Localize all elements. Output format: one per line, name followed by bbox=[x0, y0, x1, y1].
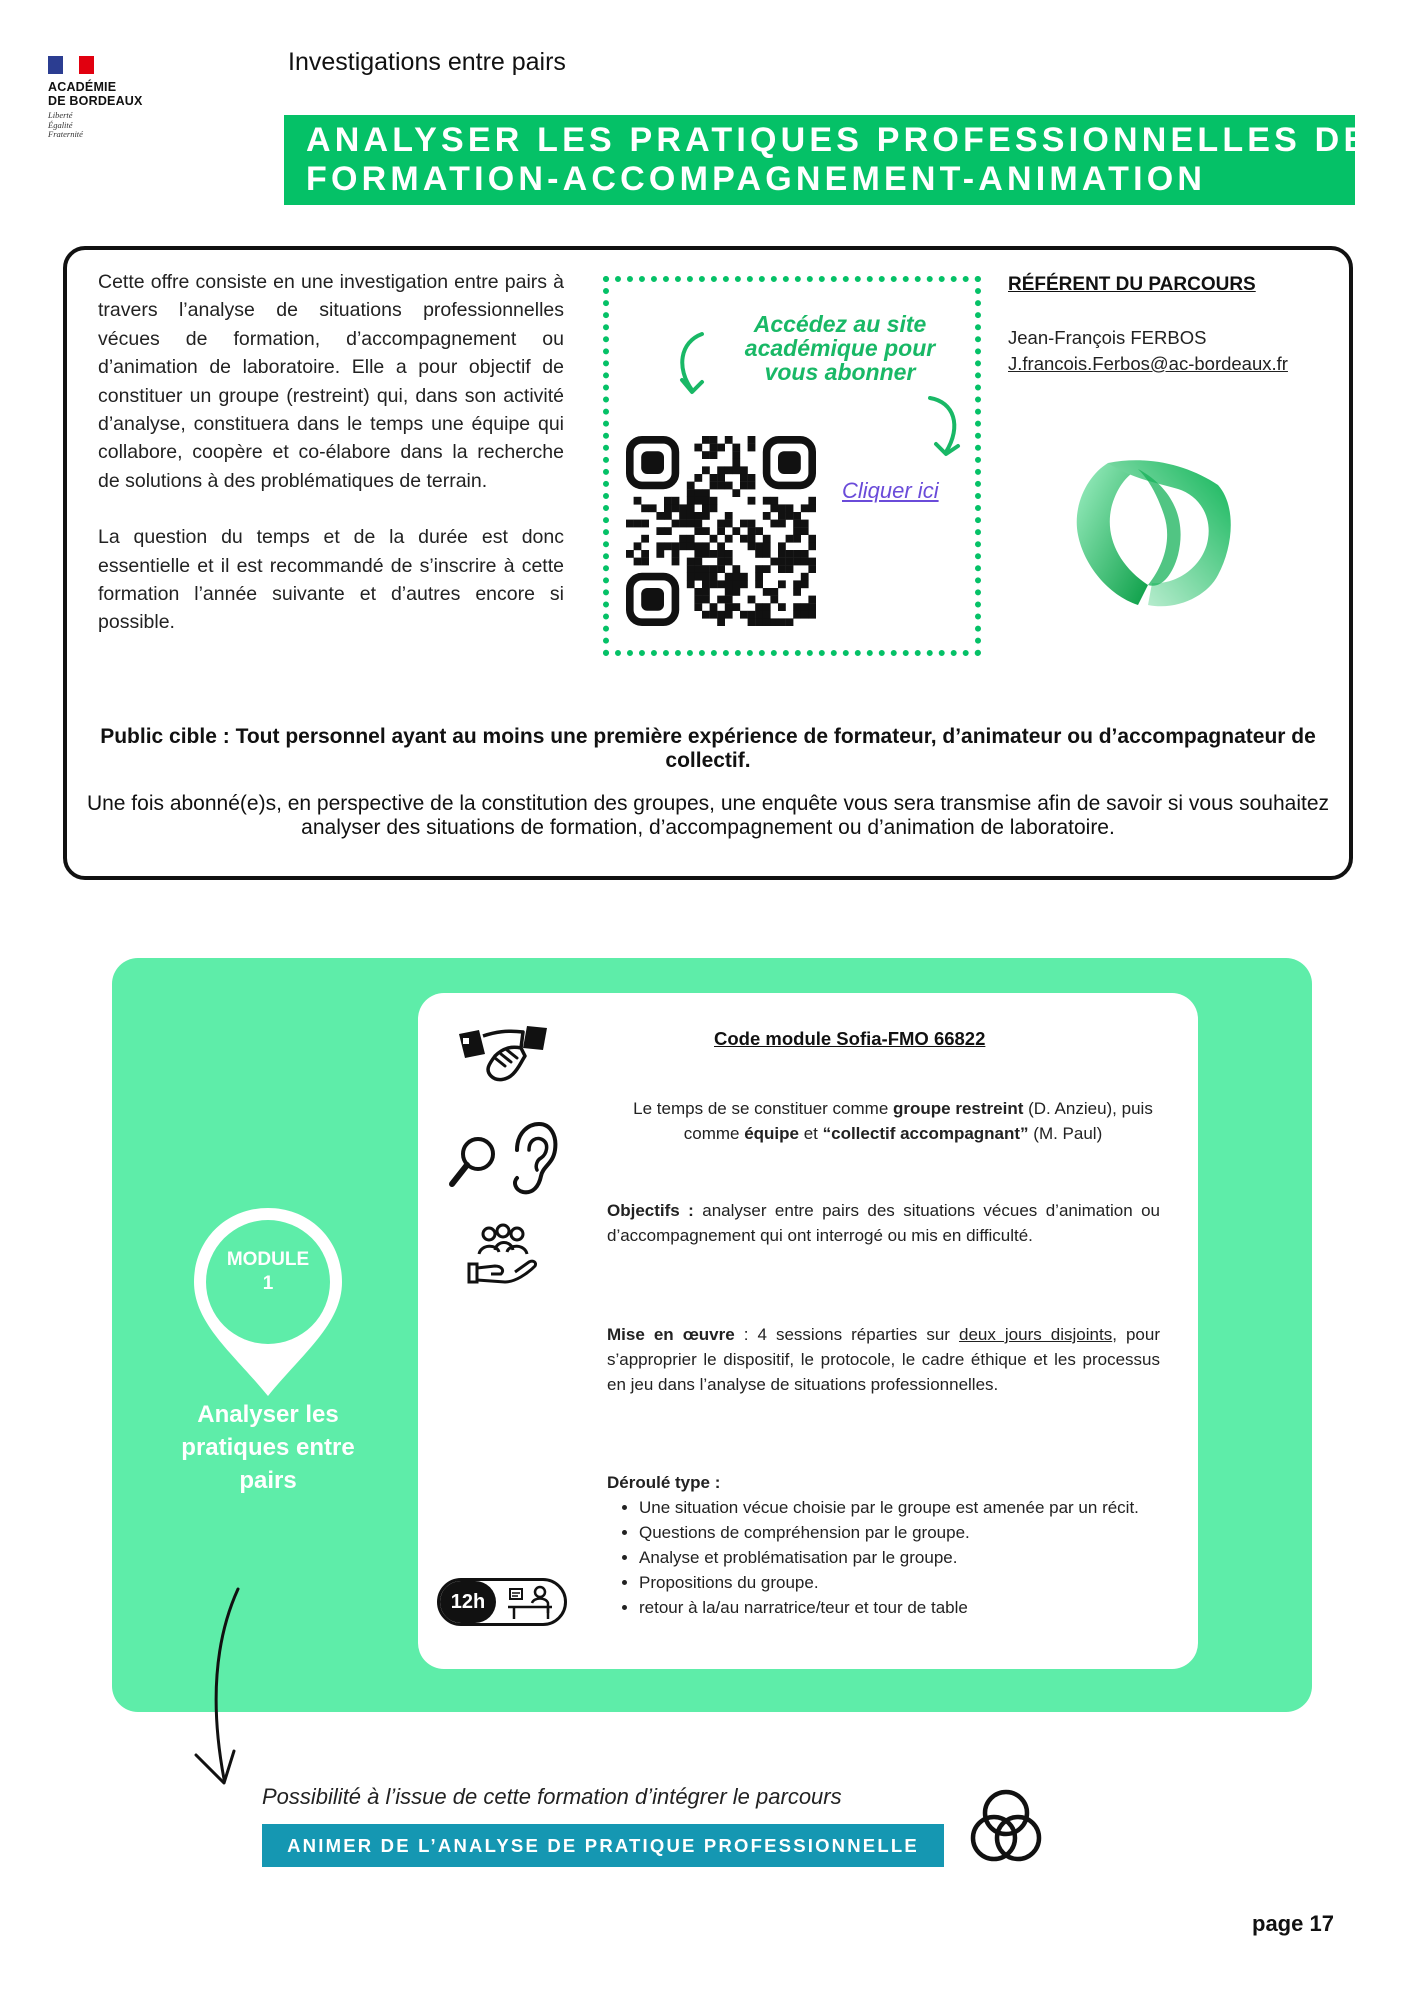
lead-text: (D. Anzieu), puis comme bbox=[683, 1099, 1153, 1143]
motto-liberte: Liberté bbox=[48, 110, 73, 120]
intro-paragraph-1: Cette offre consiste en une investigation entre pairs à travers l’analyse de situations professionnelles vécues de formation, d’accompagnement ou d’animation de laboratoire. Elle a pour objectif de constituer un groupe (restreint) qui, dans son activité d’analyse, constituera dans le temps une équipe qui collabore, coopère et co-élabore dans la recherche de solutions à des problématiques de terrain. bbox=[98, 271, 564, 492]
lead-text: Le temps de se constituer comme bbox=[633, 1099, 894, 1118]
module-badge-number: 1 bbox=[262, 1273, 274, 1294]
motto-fraternite: Fraternité bbox=[48, 129, 83, 139]
intro-text bbox=[98, 268, 564, 665]
ear-icon bbox=[505, 1120, 559, 1198]
mobius-icon bbox=[1068, 455, 1238, 615]
arrow-down-icon bbox=[188, 1583, 248, 1803]
implementation-text: , pour s’approprier le dispositif, le protocole, le cadre éthique et les processus en jeu dans l’analyse de situations professionnelles. bbox=[607, 1325, 1160, 1394]
lead-emphasis: “collectif accompagnant” bbox=[822, 1124, 1029, 1143]
location-pin-icon bbox=[188, 1204, 348, 1404]
next-course-banner[interactable]: ANIMER DE L’ANALYSE DE PRATIQUE PROFESSIONNELLE bbox=[262, 1824, 944, 1867]
document-category: Investigations entre pairs bbox=[288, 48, 566, 76]
qr-call-to-action: Accédez au site académique pour vous abonner bbox=[744, 311, 936, 385]
motto bbox=[48, 111, 178, 140]
lead-text: (M. Paul) bbox=[1028, 1124, 1103, 1143]
list-item: • Questions de compréhension par le groupe. bbox=[639, 1520, 1160, 1545]
list-item: • Analyse et problématisation par le groupe. bbox=[639, 1545, 1160, 1570]
title-line-2: FORMATION-ACCOMPAGNEMENT-ANIMATION bbox=[306, 160, 1207, 198]
curved-arrow-icon bbox=[672, 328, 718, 404]
module-badge-label: MODULE bbox=[226, 1249, 310, 1270]
duration-label: 12h bbox=[440, 1581, 496, 1623]
curved-arrow-icon bbox=[924, 392, 968, 466]
list-item: • retour à la/au narratrice/teur et tour de table bbox=[639, 1595, 1160, 1620]
motto-egalite: Égalité bbox=[48, 119, 73, 130]
teaching-icon bbox=[504, 1585, 560, 1623]
implementation-text: : 4 sessions réparties sur bbox=[734, 1325, 959, 1344]
module-code: Code module Sofia-FMO 66822 bbox=[714, 1028, 986, 1049]
target-audience: Public cible : Tout personnel ayant au moins une première expérience de formateur, d’animateur ou d’accompagnateur de collectif. bbox=[100, 725, 1316, 772]
next-course-intro: Possibilité à l’issue de cette formation d’intégrer le parcours bbox=[262, 1784, 842, 1809]
lead-emphasis: équipe bbox=[744, 1124, 799, 1143]
marianne-flag-icon bbox=[48, 56, 94, 74]
objectives-label: Objectifs : bbox=[607, 1201, 694, 1220]
title-line-1: ANALYSER LES PRATIQUES PROFESSIONNELLES DE bbox=[306, 121, 1371, 159]
duration-badge bbox=[437, 1578, 567, 1626]
care-hand-icon bbox=[465, 1222, 541, 1288]
implementation-label: Mise en œuvre bbox=[607, 1325, 735, 1344]
implementation bbox=[607, 1322, 1160, 1397]
module-lead bbox=[608, 1096, 1178, 1146]
qr-code-graphic[interactable] bbox=[626, 436, 816, 626]
subscribe-link[interactable]: Cliquer ici bbox=[842, 478, 939, 503]
intro-paragraph-2: La question du temps et de la durée est donc essentielle et il est recommandé de s’inscrire à cette formation l’année suivante et d’autres encore si possible. bbox=[98, 526, 564, 634]
page-number: page 17 bbox=[1252, 1911, 1334, 1936]
list-item: • Une situation vécue choisie par le groupe est amenée par un récit. bbox=[639, 1495, 1160, 1520]
steps-title: Déroulé type : bbox=[607, 1473, 721, 1492]
referent-email-link[interactable]: J.francois.Ferbos@ac-bordeaux.fr bbox=[1008, 353, 1288, 374]
objectives bbox=[607, 1198, 1160, 1248]
lead-text: et bbox=[799, 1124, 823, 1143]
interlocking-circles-icon bbox=[970, 1788, 1042, 1870]
implementation-emphasis: deux jours disjoints bbox=[958, 1325, 1113, 1344]
module-name: Analyser les pratiques entre pairs bbox=[181, 1401, 355, 1494]
qr-code[interactable] bbox=[626, 436, 816, 631]
magnifier-icon bbox=[446, 1124, 500, 1198]
referent-name: Jean-François FERBOS bbox=[1008, 327, 1207, 348]
referent-title: RÉFÉRENT DU PARCOURS bbox=[1008, 274, 1256, 295]
handshake-icon bbox=[455, 1018, 551, 1088]
institution-name: ACADÉMIE DE BORDEAUX bbox=[48, 80, 143, 108]
academie-logo bbox=[48, 56, 178, 140]
module-badge bbox=[200, 1248, 336, 1296]
subscription-note: Une fois abonné(e)s, en perspective de la constitution des groupes, une enquête vous sera transmise afin de savoir si vous souhaitez analyser des situations de formation, d’accompagnement ou d’animation de laboratoire. bbox=[86, 792, 1330, 839]
title-banner bbox=[284, 115, 1371, 205]
lead-emphasis: groupe restreint bbox=[893, 1099, 1024, 1118]
steps-list bbox=[607, 1495, 1160, 1620]
list-item: • Propositions du groupe. bbox=[639, 1570, 1160, 1595]
objectives-text: analyser entre pairs des situations vécues d’animation ou d’accompagnement qui ont interrogé ou mis en difficulté. bbox=[607, 1201, 1160, 1245]
